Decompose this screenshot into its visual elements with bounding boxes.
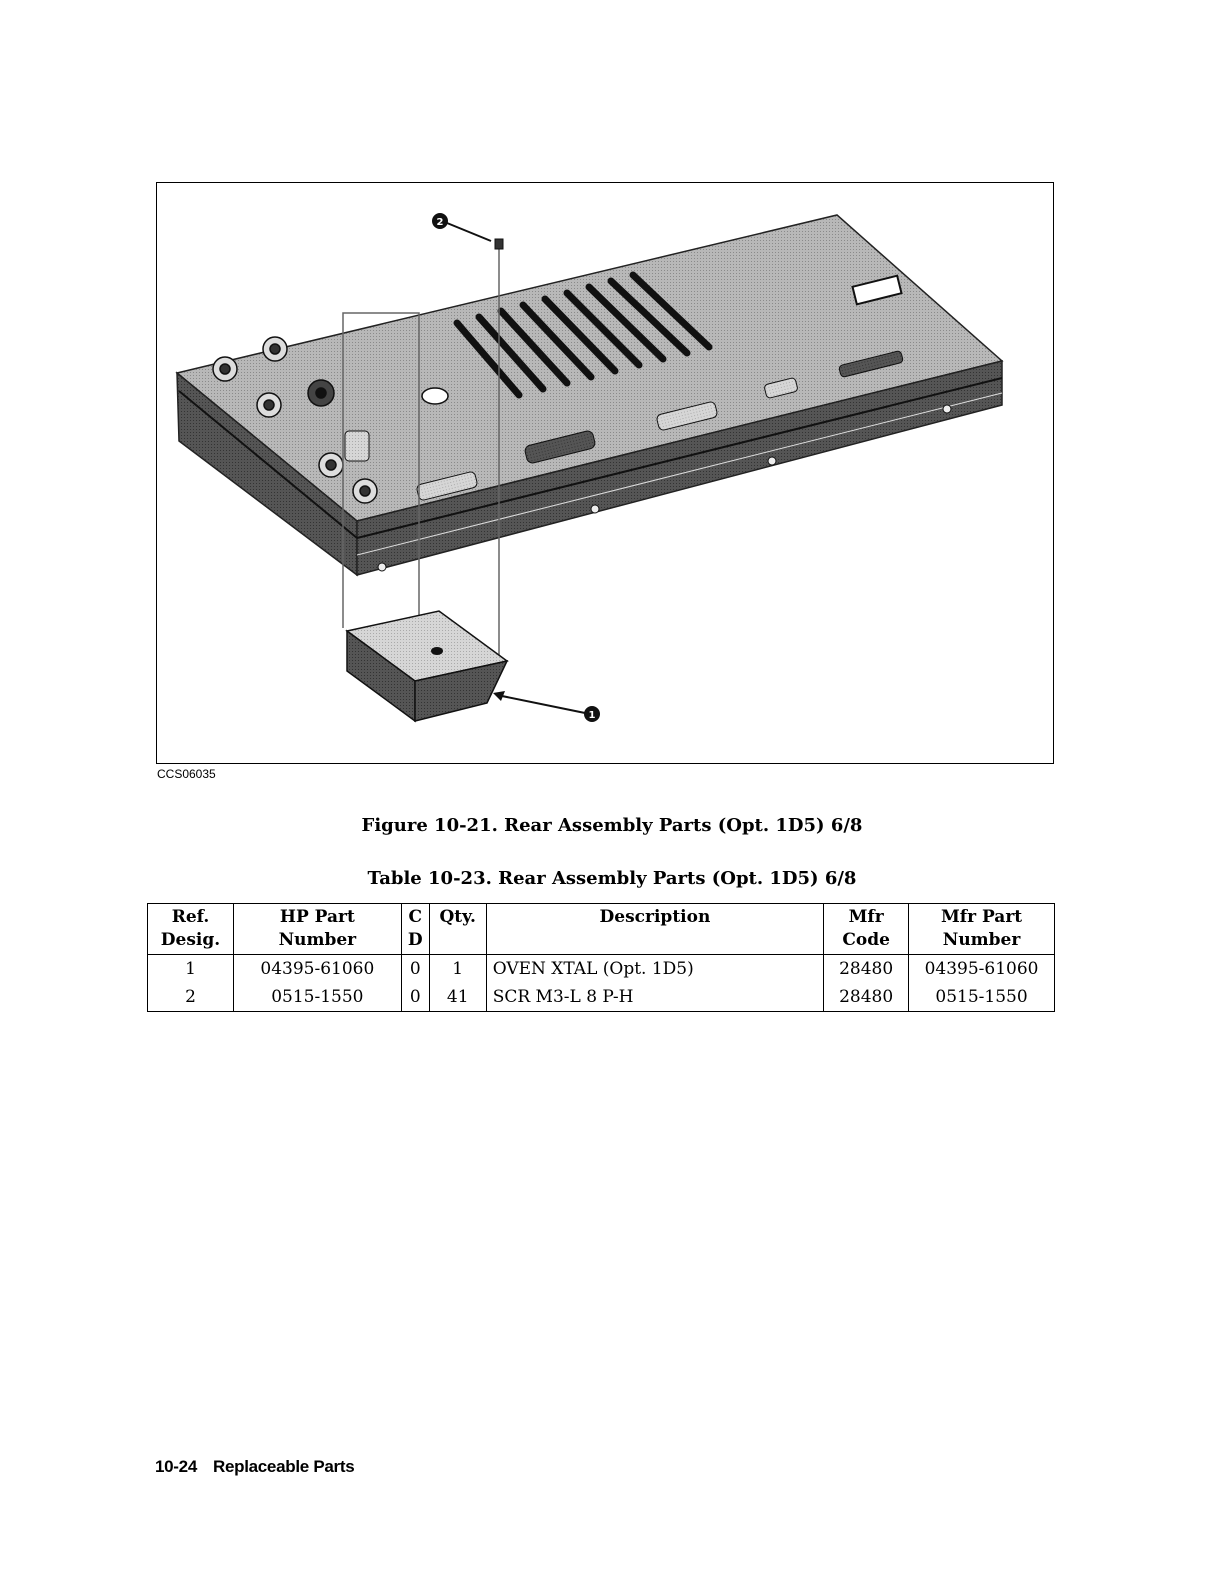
cell-qty: 1 [429, 955, 486, 984]
table-caption: Table 10-23. Rear Assembly Parts (Opt. 1D5) 6/8 [367, 868, 857, 889]
col-header-qty: Qty. [429, 904, 486, 955]
cell-cd: 0 [401, 983, 429, 1012]
col-header-mfr-code: Mfr Code [824, 904, 909, 955]
section-title: Replaceable Parts [212, 1457, 355, 1476]
cell-mfr-code: 28480 [824, 983, 909, 1012]
figure-code: CCS06035 [157, 767, 216, 781]
col-header-cd: C D [401, 904, 429, 955]
table-header-row [148, 904, 1055, 955]
table-row [148, 983, 1055, 1012]
cell-hp-part: 0515-1550 [233, 983, 401, 1012]
col-header-hp-part: HP Part Number [233, 904, 401, 955]
cell-mfr-part: 0515-1550 [909, 983, 1055, 1012]
rear-assembly-drawing [157, 183, 1053, 763]
callout-1-label: 1 [588, 710, 596, 721]
cell-description: SCR M3-L 8 P-H [486, 983, 823, 1012]
cell-ref: 1 [185, 959, 196, 979]
cell-mfr-code: 28480 [824, 955, 909, 984]
figure-frame [156, 182, 1054, 764]
table-row [148, 955, 1055, 984]
parts-table [147, 903, 1055, 1012]
cell-qty: 41 [429, 983, 486, 1012]
col-header-ref: Ref. Desig. [148, 904, 234, 955]
callout-2-label: 2 [436, 217, 444, 228]
cell-description: OVEN XTAL (Opt. 1D5) [486, 955, 823, 984]
col-header-description: Description [486, 904, 823, 955]
col-header-mfr-part: Mfr Part Number [909, 904, 1055, 955]
cell-mfr-part: 04395-61060 [909, 955, 1055, 984]
cell-ref: 2 [185, 987, 196, 1007]
page-footer [155, 1457, 354, 1477]
page-number: 10-24 [155, 1457, 197, 1476]
figure-caption: Figure 10-21. Rear Assembly Parts (Opt. 1D5) 6/8 [361, 815, 863, 836]
cell-cd: 0 [401, 955, 429, 984]
cell-hp-part: 04395-61060 [233, 955, 401, 984]
